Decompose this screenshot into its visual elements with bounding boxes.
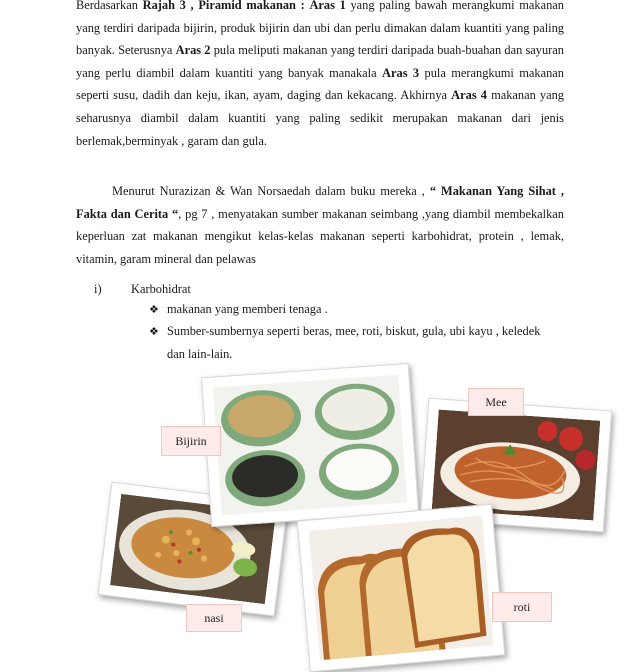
para2-text-b: , pg 7 , menyatakan sumber makanan seimbang ,yang diambil membekalkan keperluan zat makanan mengikut kelas-kelas makanan seperti karbohidrat, protein , lemak, vitamin, garam mineral dan pelawas <box>76 206 564 266</box>
caption-roti: roti <box>492 592 552 622</box>
para1-aras1: Aras 1 <box>309 0 346 12</box>
grains-bowls-image <box>213 375 407 516</box>
para1-text-a: Berdasarkan <box>76 0 138 12</box>
para1-aras3: Aras 3 <box>382 65 420 80</box>
diamond-bullet-icon: ❖ <box>149 303 159 316</box>
bullet-item-1 <box>149 298 328 321</box>
caption-mee: Mee <box>468 388 524 416</box>
bullet-1-text: makanan yang memberi tenaga . <box>167 302 328 316</box>
caption-bijirin: Bijirin <box>161 426 221 456</box>
para1-text-d: yang paling bawah <box>350 0 448 12</box>
para1-text-l4: pula merangkumi makanan seperti susu, dadih dan keju, ikan, ayam, daging dan kekacang. Akhirnya <box>76 65 564 103</box>
paragraph-sumber <box>76 180 564 270</box>
para1-aras4: Aras 4 <box>451 88 487 103</box>
photo-roti <box>297 504 506 672</box>
bullet-item-2 <box>149 320 569 365</box>
para2-text-a: Menurut Nurazizan & Wan Norsaedah dalam buku mereka , <box>112 184 425 198</box>
photo-bijirin <box>201 363 419 527</box>
bread-slices-image <box>309 516 494 661</box>
para1-rajah: Rajah 3 , Piramid makanan : <box>142 0 305 12</box>
caption-nasi: nasi <box>186 604 242 632</box>
list-number: i) <box>94 282 102 296</box>
list-title-karbohidrat: Karbohidrat <box>131 282 191 296</box>
para2-book-title: “ Makanan Yang Sihat , Fakta dan Cerita “ <box>76 184 564 221</box>
bullet-2-continuation: dan lain-lain. <box>167 347 233 361</box>
paragraph-piramid <box>76 0 564 152</box>
bullet-2-text: Sumber-sumbernya seperti beras, mee, roti, biskut, gula, ubi kayu , keledek <box>167 324 541 338</box>
para1-aras2: Aras 2 <box>175 43 211 58</box>
para1-text-l5: makanan yang seharusnya diambil dalam kuantiti yang paling sedikit merupakan makanan dari jenis berlemak,berminyak , garam dan gula. <box>76 88 564 148</box>
diamond-bullet-icon: ❖ <box>149 325 159 338</box>
noodles-image <box>432 409 601 520</box>
para1-text-l2: merangkumi makanan yang terdiri daripada bijirin, produk bijirin dan ubi dan perlu dimakan dalam kuantiti yang paling banyak. Seterusnya <box>76 0 564 58</box>
para1-text-l3: pula meliputi makanan yang terdiri daripada buah-buahan dan sayuran yang perlu diambil dalam kuantiti yang banyak manakala <box>76 43 564 80</box>
